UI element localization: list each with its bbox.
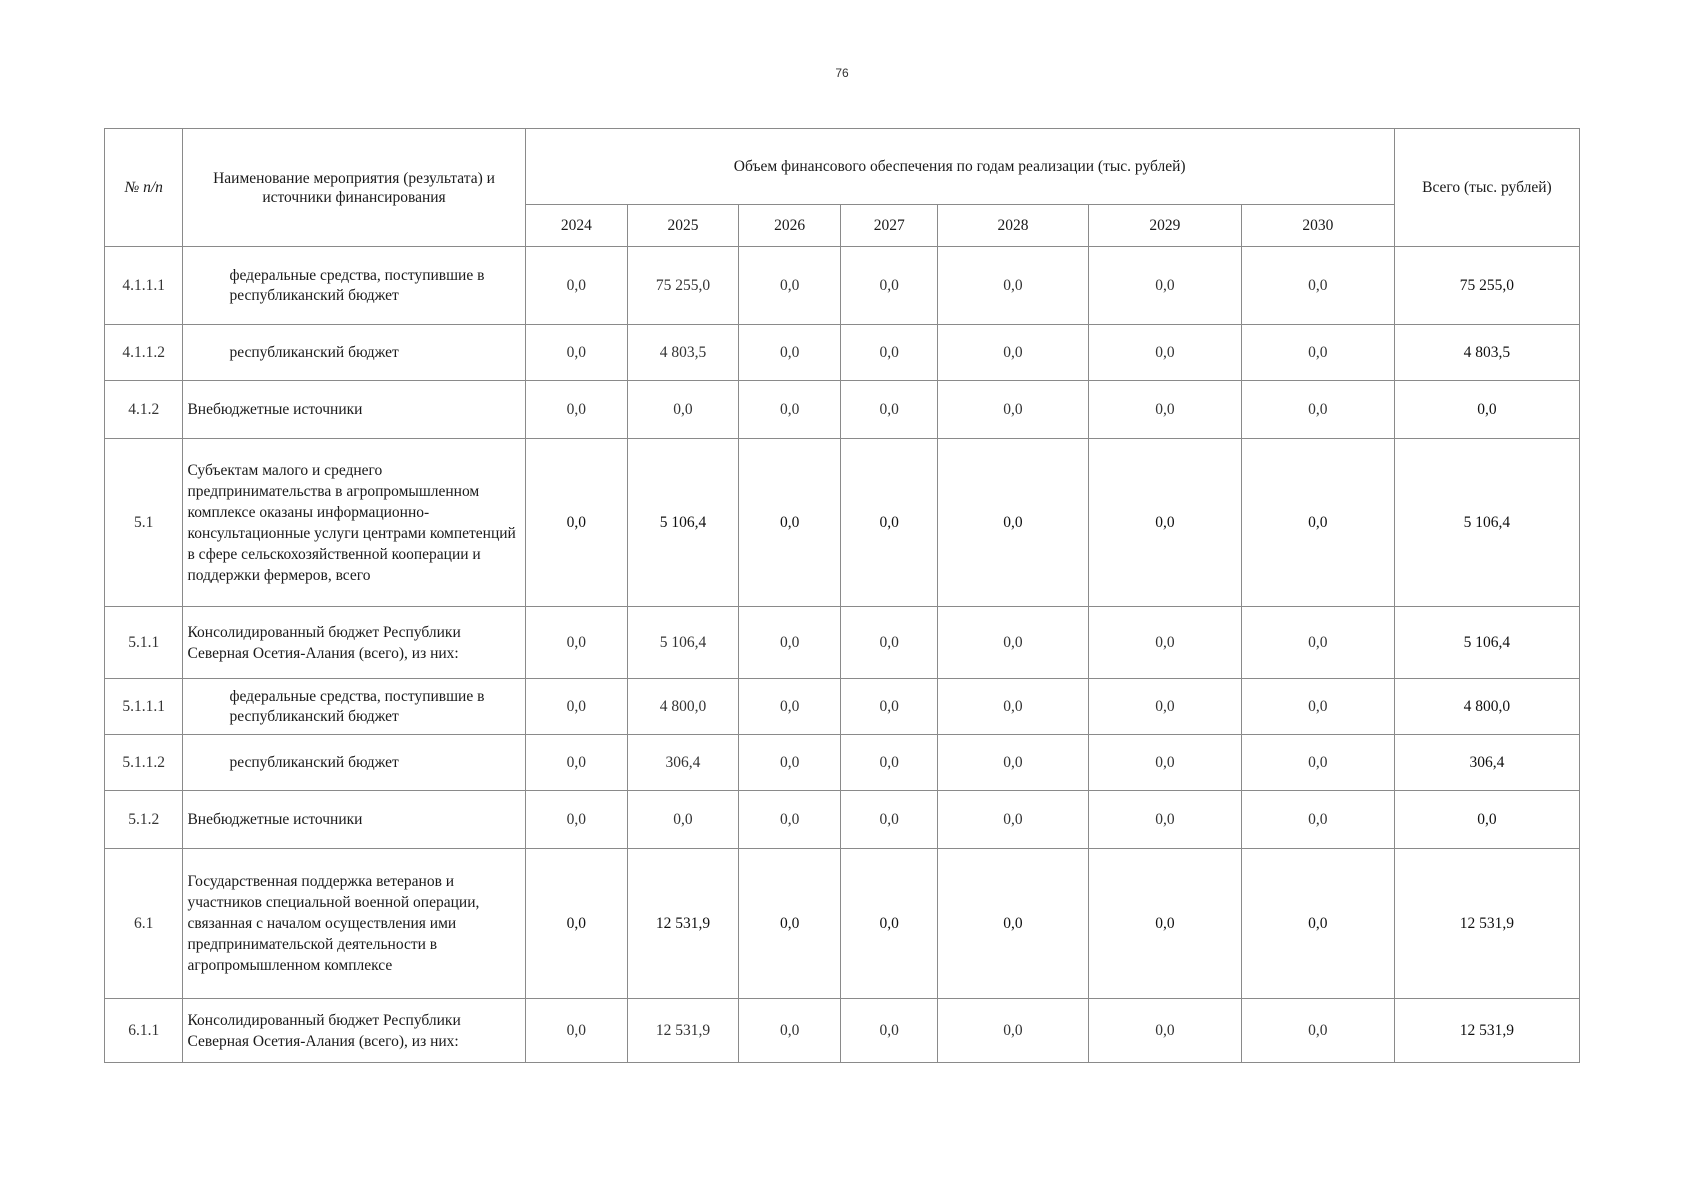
row-value: 0,0	[1088, 381, 1241, 439]
row-number: 4.1.1.1	[105, 247, 183, 325]
table-row	[105, 325, 1580, 381]
financing-table	[104, 128, 1580, 1063]
row-value: 0,0	[1241, 735, 1394, 791]
row-number: 5.1.1.2	[105, 735, 183, 791]
table-row	[105, 849, 1580, 999]
row-value: 0,0	[1088, 735, 1241, 791]
row-value: 0,0	[1088, 439, 1241, 607]
row-value: 0,0	[841, 439, 938, 607]
row-value: 0,0	[738, 247, 841, 325]
row-value: 0,0	[525, 381, 628, 439]
row-value: 0,0	[525, 325, 628, 381]
row-value: 0,0	[938, 325, 1089, 381]
row-number: 5.1.1	[105, 607, 183, 679]
header-year: 2028	[938, 205, 1089, 247]
row-value: 0,0	[1088, 849, 1241, 999]
row-value: 0,0	[938, 999, 1089, 1063]
row-value: 0,0	[1088, 325, 1241, 381]
row-total: 0,0	[1394, 791, 1579, 849]
row-value: 0,0	[1241, 791, 1394, 849]
row-total: 0,0	[1394, 381, 1579, 439]
row-total: 4 803,5	[1394, 325, 1579, 381]
row-value: 0,0	[841, 381, 938, 439]
row-name: Государственная поддержка ветеранов и участников специальной военной операции, связанная с началом осуществления ими предпринимательской деятельности в агропромышленном комплексе	[183, 849, 525, 999]
header-volume: Объем финансового обеспечения по годам реализации (тыс. рублей)	[525, 129, 1394, 205]
row-name: Внебюджетные источники	[183, 791, 525, 849]
row-value: 0,0	[525, 849, 628, 999]
row-total: 12 531,9	[1394, 999, 1579, 1063]
row-value: 0,0	[738, 607, 841, 679]
row-value: 0,0	[525, 607, 628, 679]
row-value: 0,0	[1241, 439, 1394, 607]
row-value: 0,0	[938, 381, 1089, 439]
row-value: 0,0	[841, 849, 938, 999]
row-value: 0,0	[1241, 999, 1394, 1063]
row-value: 0,0	[525, 791, 628, 849]
row-value: 0,0	[525, 247, 628, 325]
header-row-top	[105, 129, 1580, 205]
row-name: федеральные средства, поступившие в республиканский бюджет	[183, 679, 525, 735]
row-value: 0,0	[525, 999, 628, 1063]
row-value: 0,0	[1088, 999, 1241, 1063]
row-value: 12 531,9	[628, 999, 739, 1063]
row-value: 0,0	[738, 381, 841, 439]
row-number: 4.1.1.2	[105, 325, 183, 381]
header-number: № п/п	[105, 129, 183, 247]
row-value: 0,0	[1241, 325, 1394, 381]
row-value: 0,0	[738, 849, 841, 999]
row-value: 0,0	[738, 999, 841, 1063]
row-number: 6.1.1	[105, 999, 183, 1063]
row-value: 0,0	[1241, 679, 1394, 735]
row-number: 6.1	[105, 849, 183, 999]
row-value: 0,0	[1088, 679, 1241, 735]
row-value: 0,0	[1088, 247, 1241, 325]
row-value: 0,0	[738, 325, 841, 381]
row-value: 0,0	[841, 679, 938, 735]
row-value: 0,0	[628, 381, 739, 439]
row-number: 5.1.2	[105, 791, 183, 849]
row-name: республиканский бюджет	[183, 735, 525, 791]
row-value: 0,0	[841, 247, 938, 325]
row-value: 0,0	[841, 325, 938, 381]
row-value: 0,0	[841, 999, 938, 1063]
row-value: 0,0	[525, 679, 628, 735]
table-row	[105, 247, 1580, 325]
row-name: Внебюджетные источники	[183, 381, 525, 439]
row-value: 0,0	[738, 735, 841, 791]
row-value: 5 106,4	[628, 439, 739, 607]
row-name: Субъектам малого и среднего предпринимательства в агропромышленном комплексе оказаны информационно-консультационные услуги центрами компетенций в сфере сельскохозяйственной кооперации и поддержки фермеров, всего	[183, 439, 525, 607]
table-row	[105, 791, 1580, 849]
row-name: федеральные средства, поступившие в республиканский бюджет	[183, 247, 525, 325]
row-value: 0,0	[938, 849, 1089, 999]
table-row	[105, 607, 1580, 679]
row-number: 5.1	[105, 439, 183, 607]
row-value: 0,0	[1088, 607, 1241, 679]
header-year: 2025	[628, 205, 739, 247]
header-year: 2024	[525, 205, 628, 247]
row-total: 5 106,4	[1394, 439, 1579, 607]
row-value: 0,0	[938, 607, 1089, 679]
row-value: 0,0	[841, 735, 938, 791]
row-number: 4.1.2	[105, 381, 183, 439]
row-value: 0,0	[841, 791, 938, 849]
row-total: 306,4	[1394, 735, 1579, 791]
row-name: Консолидированный бюджет Республики Северная Осетия-Алания (всего), из них:	[183, 607, 525, 679]
header-name: Наименование мероприятия (результата) и источники финансирования	[183, 129, 525, 247]
header-year: 2027	[841, 205, 938, 247]
row-value: 0,0	[738, 679, 841, 735]
table-row	[105, 735, 1580, 791]
row-name: республиканский бюджет	[183, 325, 525, 381]
header-year: 2029	[1088, 205, 1241, 247]
row-value: 0,0	[938, 679, 1089, 735]
table-row	[105, 679, 1580, 735]
row-value: 0,0	[938, 247, 1089, 325]
page-number: 76	[835, 66, 849, 80]
row-value: 0,0	[938, 791, 1089, 849]
row-value: 306,4	[628, 735, 739, 791]
header-total: Всего (тыс. рублей)	[1394, 129, 1579, 247]
row-total: 4 800,0	[1394, 679, 1579, 735]
row-total: 75 255,0	[1394, 247, 1579, 325]
row-value: 0,0	[628, 791, 739, 849]
row-value: 0,0	[1241, 381, 1394, 439]
row-value: 0,0	[525, 735, 628, 791]
row-value: 12 531,9	[628, 849, 739, 999]
row-value: 0,0	[738, 439, 841, 607]
row-value: 4 800,0	[628, 679, 739, 735]
row-value: 5 106,4	[628, 607, 739, 679]
header-year: 2026	[738, 205, 841, 247]
row-value: 0,0	[1088, 791, 1241, 849]
row-value: 0,0	[841, 607, 938, 679]
row-value: 0,0	[738, 791, 841, 849]
row-value: 0,0	[1241, 247, 1394, 325]
table-row	[105, 381, 1580, 439]
row-value: 0,0	[938, 735, 1089, 791]
table-row	[105, 999, 1580, 1063]
row-name: Консолидированный бюджет Республики Северная Осетия-Алания (всего), из них:	[183, 999, 525, 1063]
row-value: 4 803,5	[628, 325, 739, 381]
row-value: 0,0	[525, 439, 628, 607]
row-total: 5 106,4	[1394, 607, 1579, 679]
header-year: 2030	[1241, 205, 1394, 247]
table-row	[105, 439, 1580, 607]
row-value: 0,0	[1241, 607, 1394, 679]
row-number: 5.1.1.1	[105, 679, 183, 735]
row-value: 75 255,0	[628, 247, 739, 325]
row-value: 0,0	[938, 439, 1089, 607]
row-total: 12 531,9	[1394, 849, 1579, 999]
row-value: 0,0	[1241, 849, 1394, 999]
